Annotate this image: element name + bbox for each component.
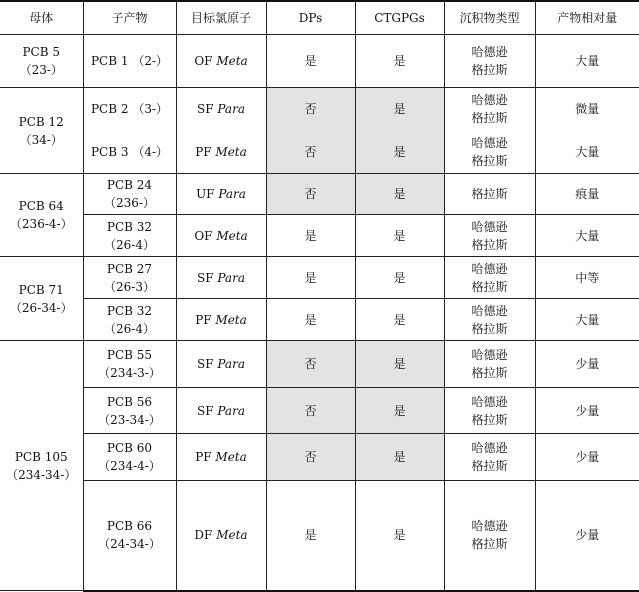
target-type: Meta (216, 54, 248, 68)
sediment-line-2: 格拉斯 (471, 153, 508, 168)
sediment-cell (444, 388, 535, 434)
header-ctgpgs: CTGPGs (355, 1, 444, 35)
ctgpgs-cell: 是 (355, 257, 444, 299)
parent-name: PCB 105 (14, 449, 68, 464)
target-pos: PF (195, 450, 212, 464)
sediment-line-1: 哈德逊 (471, 519, 508, 534)
target-cell (176, 481, 266, 591)
child-cell (83, 341, 176, 388)
child-cell (83, 174, 176, 215)
child-cell (83, 131, 176, 174)
table-row (0, 299, 639, 341)
header-target-chlorine: 目标氯原子 (176, 1, 266, 35)
ctgpgs-cell: 是 (355, 88, 444, 131)
target-cell (176, 174, 266, 215)
sediment-line-1: 哈德逊 (471, 135, 508, 150)
parent-sub: （34-） (19, 132, 63, 147)
table-row (0, 481, 639, 591)
target-type: Para (218, 187, 246, 201)
parent-name: PCB 71 (18, 282, 64, 297)
table-row (0, 388, 639, 434)
dps-cell: 是 (266, 299, 355, 341)
child-cell (83, 215, 176, 257)
target-pos: SF (197, 102, 214, 117)
table-row (0, 88, 639, 131)
dps-cell: 否 (266, 174, 355, 215)
parent-sub: （234-34-） (6, 467, 77, 482)
dps-cell: 是 (266, 215, 355, 257)
parent-cell (0, 341, 83, 591)
target-type: Meta (215, 312, 247, 327)
dps-cell: 是 (266, 481, 355, 591)
sediment-cell (444, 341, 535, 388)
parent-sub: （23-） (19, 63, 63, 77)
header-dps: DPs (266, 1, 355, 35)
amount-cell: 大量 (535, 299, 639, 341)
sediment-cell (444, 434, 535, 481)
sediment-line-1: 哈德逊 (471, 441, 508, 455)
child-sub: （234-4-） (98, 459, 161, 473)
ctgpgs-cell: 是 (355, 434, 444, 481)
target-cell (176, 131, 266, 174)
child-sub: （3-） (132, 102, 169, 117)
table-row (0, 174, 639, 215)
child-sub: （4-） (132, 144, 169, 159)
header-sediment-type: 沉积物类型 (444, 1, 535, 35)
target-pos: SF (197, 270, 214, 285)
ctgpgs-cell: 是 (355, 481, 444, 591)
header-parent: 母体 (0, 1, 83, 35)
ctgpgs-cell: 是 (355, 299, 444, 341)
parent-cell (0, 88, 83, 174)
sediment-cell (444, 131, 535, 174)
sediment-line-2: 格拉斯 (471, 111, 508, 126)
dps-cell: 是 (266, 257, 355, 299)
header-child-product: 子产物 (83, 1, 176, 35)
ctgpgs-cell: 是 (355, 341, 444, 388)
sediment-line-2: 格拉斯 (471, 537, 508, 552)
target-pos: SF (197, 403, 214, 418)
child-cell (83, 88, 176, 131)
sediment-line-2: 格拉斯 (471, 237, 508, 252)
sediment-cell (444, 257, 535, 299)
sediment-cell (444, 88, 535, 131)
target-pos: PF (195, 144, 212, 159)
sediment-line-2: 格拉斯 (471, 321, 508, 336)
sediment-line-1: 哈德逊 (471, 93, 508, 108)
amount-cell: 微量 (535, 88, 639, 131)
table-row (0, 35, 639, 88)
amount-cell: 大量 (535, 35, 639, 88)
ctgpgs-cell: 是 (355, 388, 444, 434)
child-sub: （234-3-） (98, 366, 161, 380)
target-pos: OF (194, 228, 213, 243)
amount-cell: 痕量 (535, 174, 639, 215)
child-sub: （2-） (132, 54, 169, 68)
target-type: Meta (216, 228, 248, 243)
target-type: Meta (215, 144, 247, 159)
target-pos: SF (197, 357, 214, 371)
ctgpgs-cell: 是 (355, 131, 444, 174)
ctgpgs-cell: 是 (355, 35, 444, 88)
child-sub: （24-34-） (98, 537, 161, 552)
sediment-line-1: 哈德逊 (471, 303, 508, 318)
child-cell (83, 388, 176, 434)
target-cell (176, 257, 266, 299)
sediment-line-2: 格拉斯 (471, 63, 508, 77)
sediment-line-2: 格拉斯 (471, 412, 508, 427)
target-type: Para (217, 270, 245, 285)
dps-cell: 否 (266, 341, 355, 388)
amount-cell: 大量 (535, 215, 639, 257)
child-cell (83, 35, 176, 88)
sediment-line-1: 哈德逊 (471, 219, 508, 234)
sediment-line-2: 格拉斯 (471, 459, 508, 473)
child-sub: （236-） (104, 196, 155, 210)
sediment-cell (444, 299, 535, 341)
child-name: PCB 32 (106, 219, 153, 234)
sediment-cell (444, 174, 535, 215)
child-name: PCB 27 (106, 261, 153, 276)
sediment-line-2: 格拉斯 (471, 366, 508, 380)
amount-cell: 少量 (535, 388, 639, 434)
parent-cell (0, 174, 83, 257)
table-row (0, 131, 639, 174)
parent-cell (0, 257, 83, 341)
child-name: PCB 1 (90, 54, 129, 68)
sediment-line-1: 格拉斯 (471, 187, 508, 201)
child-sub: （26-3） (104, 279, 155, 294)
target-pos: OF (194, 54, 213, 68)
parent-name: PCB 12 (18, 114, 64, 129)
table-row (0, 215, 639, 257)
sediment-cell (444, 215, 535, 257)
ctgpgs-cell: 是 (355, 174, 444, 215)
child-sub: （23-34-） (98, 412, 161, 427)
target-cell (176, 388, 266, 434)
target-type: Meta (216, 528, 248, 543)
child-sub: （26-4） (104, 237, 155, 252)
dps-cell: 否 (266, 131, 355, 174)
target-cell (176, 215, 266, 257)
dps-cell: 否 (266, 388, 355, 434)
child-name: PCB 55 (106, 348, 153, 362)
child-name: PCB 3 (90, 144, 129, 159)
sediment-line-1: 哈德逊 (471, 348, 508, 362)
sediment-line-1: 哈德逊 (471, 45, 508, 59)
target-type: Para (217, 403, 245, 418)
target-pos: PF (195, 312, 212, 327)
table-row (0, 434, 639, 481)
sediment-line-2: 格拉斯 (471, 279, 508, 294)
table-body (0, 35, 639, 591)
amount-cell: 少量 (535, 341, 639, 388)
sediment-cell (444, 35, 535, 88)
child-name: PCB 66 (106, 519, 153, 534)
target-cell (176, 341, 266, 388)
target-cell (176, 299, 266, 341)
child-name: PCB 32 (106, 303, 153, 318)
parent-name: PCB 64 (18, 199, 64, 213)
child-name: PCB 56 (106, 394, 153, 409)
amount-cell: 中等 (535, 257, 639, 299)
parent-cell (0, 35, 83, 88)
ctgpgs-cell: 是 (355, 215, 444, 257)
target-type: Meta (215, 450, 247, 464)
child-name: PCB 24 (106, 178, 153, 192)
target-cell (176, 35, 266, 88)
target-cell (176, 434, 266, 481)
child-cell (83, 257, 176, 299)
target-pos: UF (196, 187, 215, 201)
target-type: Para (217, 357, 245, 371)
amount-cell: 大量 (535, 131, 639, 174)
child-cell (83, 481, 176, 591)
dps-cell: 是 (266, 35, 355, 88)
parent-sub: （26-34-） (9, 300, 73, 315)
parent-sub: （236-4-） (9, 217, 73, 231)
table-row (0, 257, 639, 299)
child-sub: （26-4） (104, 321, 155, 336)
target-pos: DF (194, 528, 213, 543)
dps-cell: 否 (266, 88, 355, 131)
child-name: PCB 2 (90, 102, 129, 117)
sediment-line-1: 哈德逊 (471, 261, 508, 276)
table-row (0, 341, 639, 388)
amount-cell: 少量 (535, 481, 639, 591)
sediment-line-1: 哈德逊 (471, 394, 508, 409)
child-name: PCB 60 (106, 441, 153, 455)
child-cell (83, 434, 176, 481)
child-cell (83, 299, 176, 341)
sediment-cell (444, 481, 535, 591)
target-type: Para (217, 102, 245, 117)
header-relative-amount: 产物相对量 (535, 1, 639, 35)
parent-name: PCB 5 (22, 45, 61, 59)
target-cell (176, 88, 266, 131)
table-header (0, 1, 639, 35)
amount-cell: 少量 (535, 434, 639, 481)
dps-cell: 否 (266, 434, 355, 481)
header-row (0, 1, 639, 35)
